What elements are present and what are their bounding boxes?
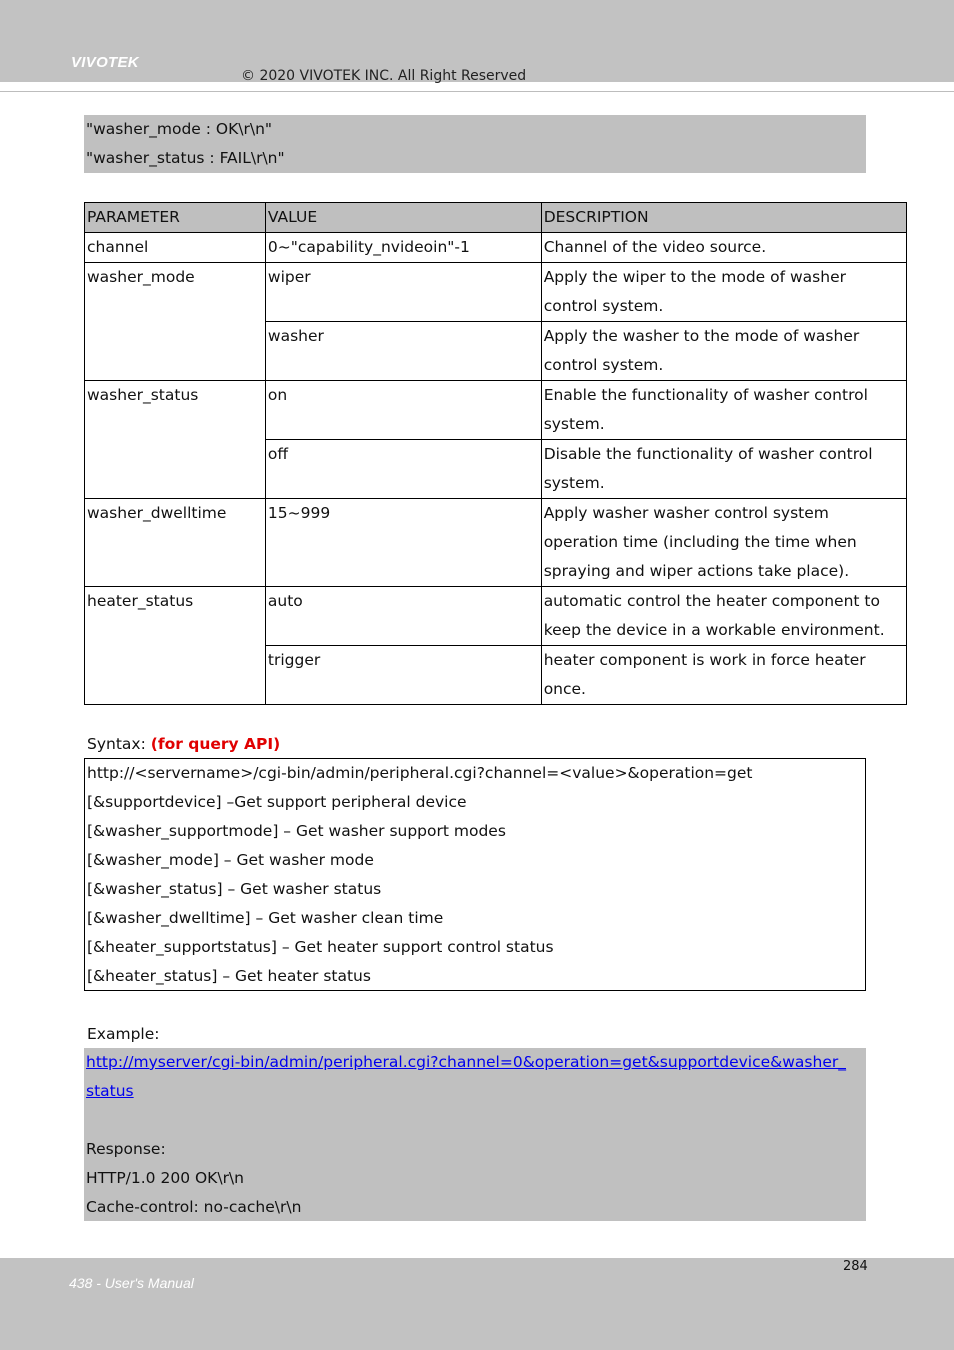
page-header xyxy=(0,0,954,82)
header-description: DESCRIPTION xyxy=(541,203,906,233)
header-parameter: PARAMETER xyxy=(85,203,266,233)
blank-line xyxy=(86,1106,864,1135)
value-cell: off xyxy=(265,440,541,499)
response-line: "washer_status : FAIL\r\n" xyxy=(86,149,285,167)
table-row xyxy=(85,587,907,646)
table-header-row xyxy=(85,203,907,233)
description-cell xyxy=(541,263,906,322)
description-line: Apply washer washer control system xyxy=(543,504,829,522)
param-cell: washer_dwelltime xyxy=(85,499,266,587)
syntax-line: [&washer_status] – Get washer status xyxy=(87,880,382,898)
description-line: spraying and wiper actions take place). xyxy=(543,562,850,580)
description-cell xyxy=(541,646,906,705)
description-cell xyxy=(541,440,906,499)
syntax-line: [&washer_mode] – Get washer mode xyxy=(87,851,374,869)
description-line: operation time (including the time when xyxy=(543,533,857,551)
response-label: Response: xyxy=(86,1140,166,1158)
value-cell: trigger xyxy=(265,646,541,705)
param-cell: heater_status xyxy=(85,587,266,705)
description-line: heater component is work in force heater xyxy=(543,651,866,669)
header-divider xyxy=(0,91,954,92)
description-line: control system. xyxy=(543,356,664,374)
description-cell xyxy=(541,499,906,587)
response-line: HTTP/1.0 200 OK\r\n xyxy=(86,1169,244,1187)
table-row xyxy=(85,263,907,322)
response-code-block xyxy=(84,115,866,173)
description-cell xyxy=(541,587,906,646)
param-cell: channel xyxy=(85,233,266,263)
table-row xyxy=(85,381,907,440)
syntax-heading xyxy=(87,730,280,759)
value-cell: on xyxy=(265,381,541,440)
table-row xyxy=(85,233,907,263)
description-cell xyxy=(541,322,906,381)
example-link-line xyxy=(86,1077,864,1106)
value-cell: 15~999 xyxy=(265,499,541,587)
syntax-line: [&heater_supportstatus] – Get heater support control status xyxy=(87,938,554,956)
value-cell: auto xyxy=(265,587,541,646)
value-cell: 0~"capability_nvideoin"-1 xyxy=(265,233,541,263)
description-line: once. xyxy=(543,680,586,698)
example-link-line xyxy=(86,1048,864,1077)
description-line: system. xyxy=(543,415,605,433)
example-code-block xyxy=(84,1048,866,1221)
description-line: Enable the functionality of washer control xyxy=(543,386,868,404)
example-url-link[interactable]: http://myserver/cgi-bin/admin/peripheral.cgi?channel=0&operation=get&supportdevice&washer_ xyxy=(86,1053,846,1071)
description-line: automatic control the heater component to xyxy=(543,592,880,610)
syntax-line: [&supportdevice] –Get support peripheral device xyxy=(87,793,467,811)
description-line: system. xyxy=(543,474,605,492)
page-footer xyxy=(0,1258,954,1350)
syntax-qualifier: (for query API) xyxy=(150,735,281,753)
description-line: Apply the wiper to the mode of washer xyxy=(543,268,846,286)
syntax-line: [&washer_supportmode] – Get washer support modes xyxy=(87,822,506,840)
manual-page-label: 438 - User's Manual xyxy=(69,1275,194,1291)
description-line: Apply the washer to the mode of washer xyxy=(543,327,860,345)
description-cell xyxy=(541,381,906,440)
example-url-link-continued[interactable]: status xyxy=(86,1082,134,1100)
brand-logo-text: VIVOTEK xyxy=(71,54,139,71)
param-cell: washer_status xyxy=(85,381,266,499)
syntax-label: Syntax: xyxy=(87,735,146,753)
table-row xyxy=(85,499,907,587)
parameter-table xyxy=(84,202,907,705)
syntax-line: [&washer_dwelltime] – Get washer clean time xyxy=(87,909,444,927)
response-line: Cache-control: no-cache\r\n xyxy=(86,1198,302,1216)
header-value: VALUE xyxy=(265,203,541,233)
example-label: Example: xyxy=(87,1025,160,1043)
syntax-line: http://<servername>/cgi-bin/admin/peripheral.cgi?channel=<value>&operation=get xyxy=(87,764,753,782)
description-line: control system. xyxy=(543,297,664,315)
description-line: Disable the functionality of washer control xyxy=(543,445,873,463)
response-line: "washer_mode : OK\r\n" xyxy=(86,120,273,138)
syntax-code-block xyxy=(84,758,866,991)
copyright-notice: © 2020 VIVOTEK INC. All Right Reserved xyxy=(241,68,527,84)
syntax-line: [&heater_status] – Get heater status xyxy=(87,967,371,985)
description-cell: Channel of the video source. xyxy=(541,233,906,263)
param-cell: washer_mode xyxy=(85,263,266,381)
value-cell: wiper xyxy=(265,263,541,322)
description-line: keep the device in a workable environment. xyxy=(543,621,885,639)
page-number: 284 xyxy=(843,1259,868,1274)
value-cell: washer xyxy=(265,322,541,381)
